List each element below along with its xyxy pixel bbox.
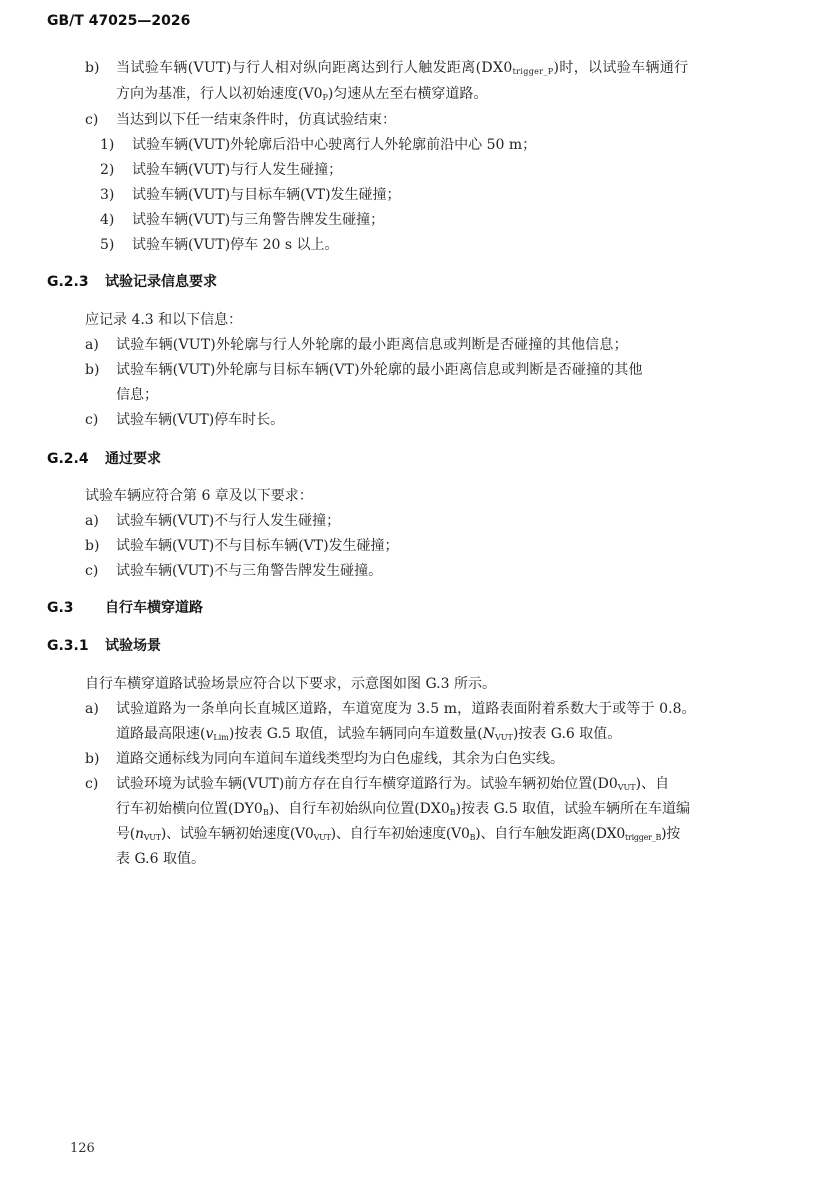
list-item: 试验环境为试验车辆(VUT)前方存在自行车横穿道路行为。试验车辆初始位置$(D0_{VUT})$、自: [116, 776, 670, 792]
paragraph-line: 当达到以下任一结束条件时，仿真试验结束：: [116, 112, 396, 128]
list-item: 道路交通标线为同向车道间车道线类型均为白色虚线，其余为白色实线。: [116, 751, 564, 767]
list-marker: c): [85, 412, 99, 428]
list-item: 试验车辆(VUT)与目标车辆(VT)发生碰撞；: [132, 187, 401, 203]
list-item: 信息；: [116, 387, 158, 403]
page-number: 126: [70, 1141, 95, 1156]
list-marker: b): [85, 538, 100, 554]
list-marker: a): [85, 513, 99, 529]
standard-header: GB/T 47025—2026: [47, 13, 191, 29]
list-item: 试验车辆(VUT)外轮廓与行人外轮廓的最小距离信息或判断是否碰撞的其他信息；: [116, 337, 628, 353]
list-marker: 4): [100, 212, 115, 228]
list-item: 试验车辆(VUT)外轮廓后沿中心驶离行人外轮廓前沿中心 50 m；: [132, 137, 537, 153]
list-marker: b): [85, 60, 100, 76]
list-marker: c): [85, 776, 99, 792]
list-marker: 1): [100, 137, 115, 153]
section-heading: G.3 自行车横穿道路: [47, 600, 203, 616]
list-item: 试验车辆(VUT)不与三角警告牌发生碰撞。: [116, 563, 383, 579]
list-item: 试验道路为一条单向长直城区道路，车道宽度为 3.5 m，道路表面附着系数大于或等于 0.8。: [116, 701, 696, 717]
list-item: 试验车辆(VUT)停车 20 s 以上。: [132, 237, 339, 253]
section-heading: G.2.4 通过要求: [47, 451, 161, 467]
list-marker: 5): [100, 237, 115, 253]
list-marker: c): [85, 563, 99, 579]
list-item: 试验车辆(VUT)与三角警告牌发生碰撞；: [132, 212, 385, 228]
list-item: 试验车辆(VUT)不与目标车辆(VT)发生碰撞；: [116, 538, 399, 554]
list-item: 道路最高限速$(v_{Lim})$按表 G.5 取值，试验车辆同向车道数量$(N_{VUT})$按表 G.6 取值。: [116, 726, 622, 742]
list-marker: 3): [100, 187, 115, 203]
list-item: 试验车辆(VUT)停车时长。: [116, 412, 285, 428]
paragraph-line: 当试验车辆(VUT)与行人相对纵向距离达到行人触发距离$(DX0_{trigger\_P})$时，以试验车辆通行: [116, 60, 689, 76]
paragraph-line: 自行车横穿道路试验场景应符合以下要求，示意图如图 G.3 所示。: [85, 676, 496, 692]
section-heading: G.2.3 试验记录信息要求: [47, 274, 217, 290]
list-item: 表 G.6 取值。: [116, 851, 205, 867]
list-item: 试验车辆(VUT)与行人发生碰撞；: [132, 162, 343, 178]
paragraph-line: 应记录 4.3 和以下信息：: [85, 312, 243, 328]
list-item: 试验车辆(VUT)外轮廓与目标车辆(VT)外轮廓的最小距离信息或判断是否碰撞的其他: [116, 362, 643, 378]
list-item: 试验车辆(VUT)不与行人发生碰撞；: [116, 513, 341, 529]
list-marker: a): [85, 337, 99, 353]
paragraph-line: 试验车辆应符合第 6 章及以下要求：: [85, 488, 313, 504]
paragraph-line: 方向为基准，行人以初始速度$(V0_P)$匀速从左至右横穿道路。: [116, 86, 488, 102]
list-marker: b): [85, 751, 100, 767]
list-marker: b): [85, 362, 100, 378]
list-item: 行车初始横向位置$(DY0_B)$、自行车初始纵向位置$(DX0_B)$按表 G.5 取值，试验车辆所在车道编: [116, 801, 691, 817]
section-heading: G.3.1 试验场景: [47, 638, 161, 654]
list-marker: a): [85, 701, 99, 717]
list-marker: 2): [100, 162, 115, 178]
list-item: 号$(n_{VUT})$、试验车辆初始速度$(V0_{VUT})$、自行车初始速度$(V0_B)$、自行车触发距离$(DX0_{trigger\_B})$按: [116, 826, 681, 842]
list-marker: c): [85, 112, 99, 128]
